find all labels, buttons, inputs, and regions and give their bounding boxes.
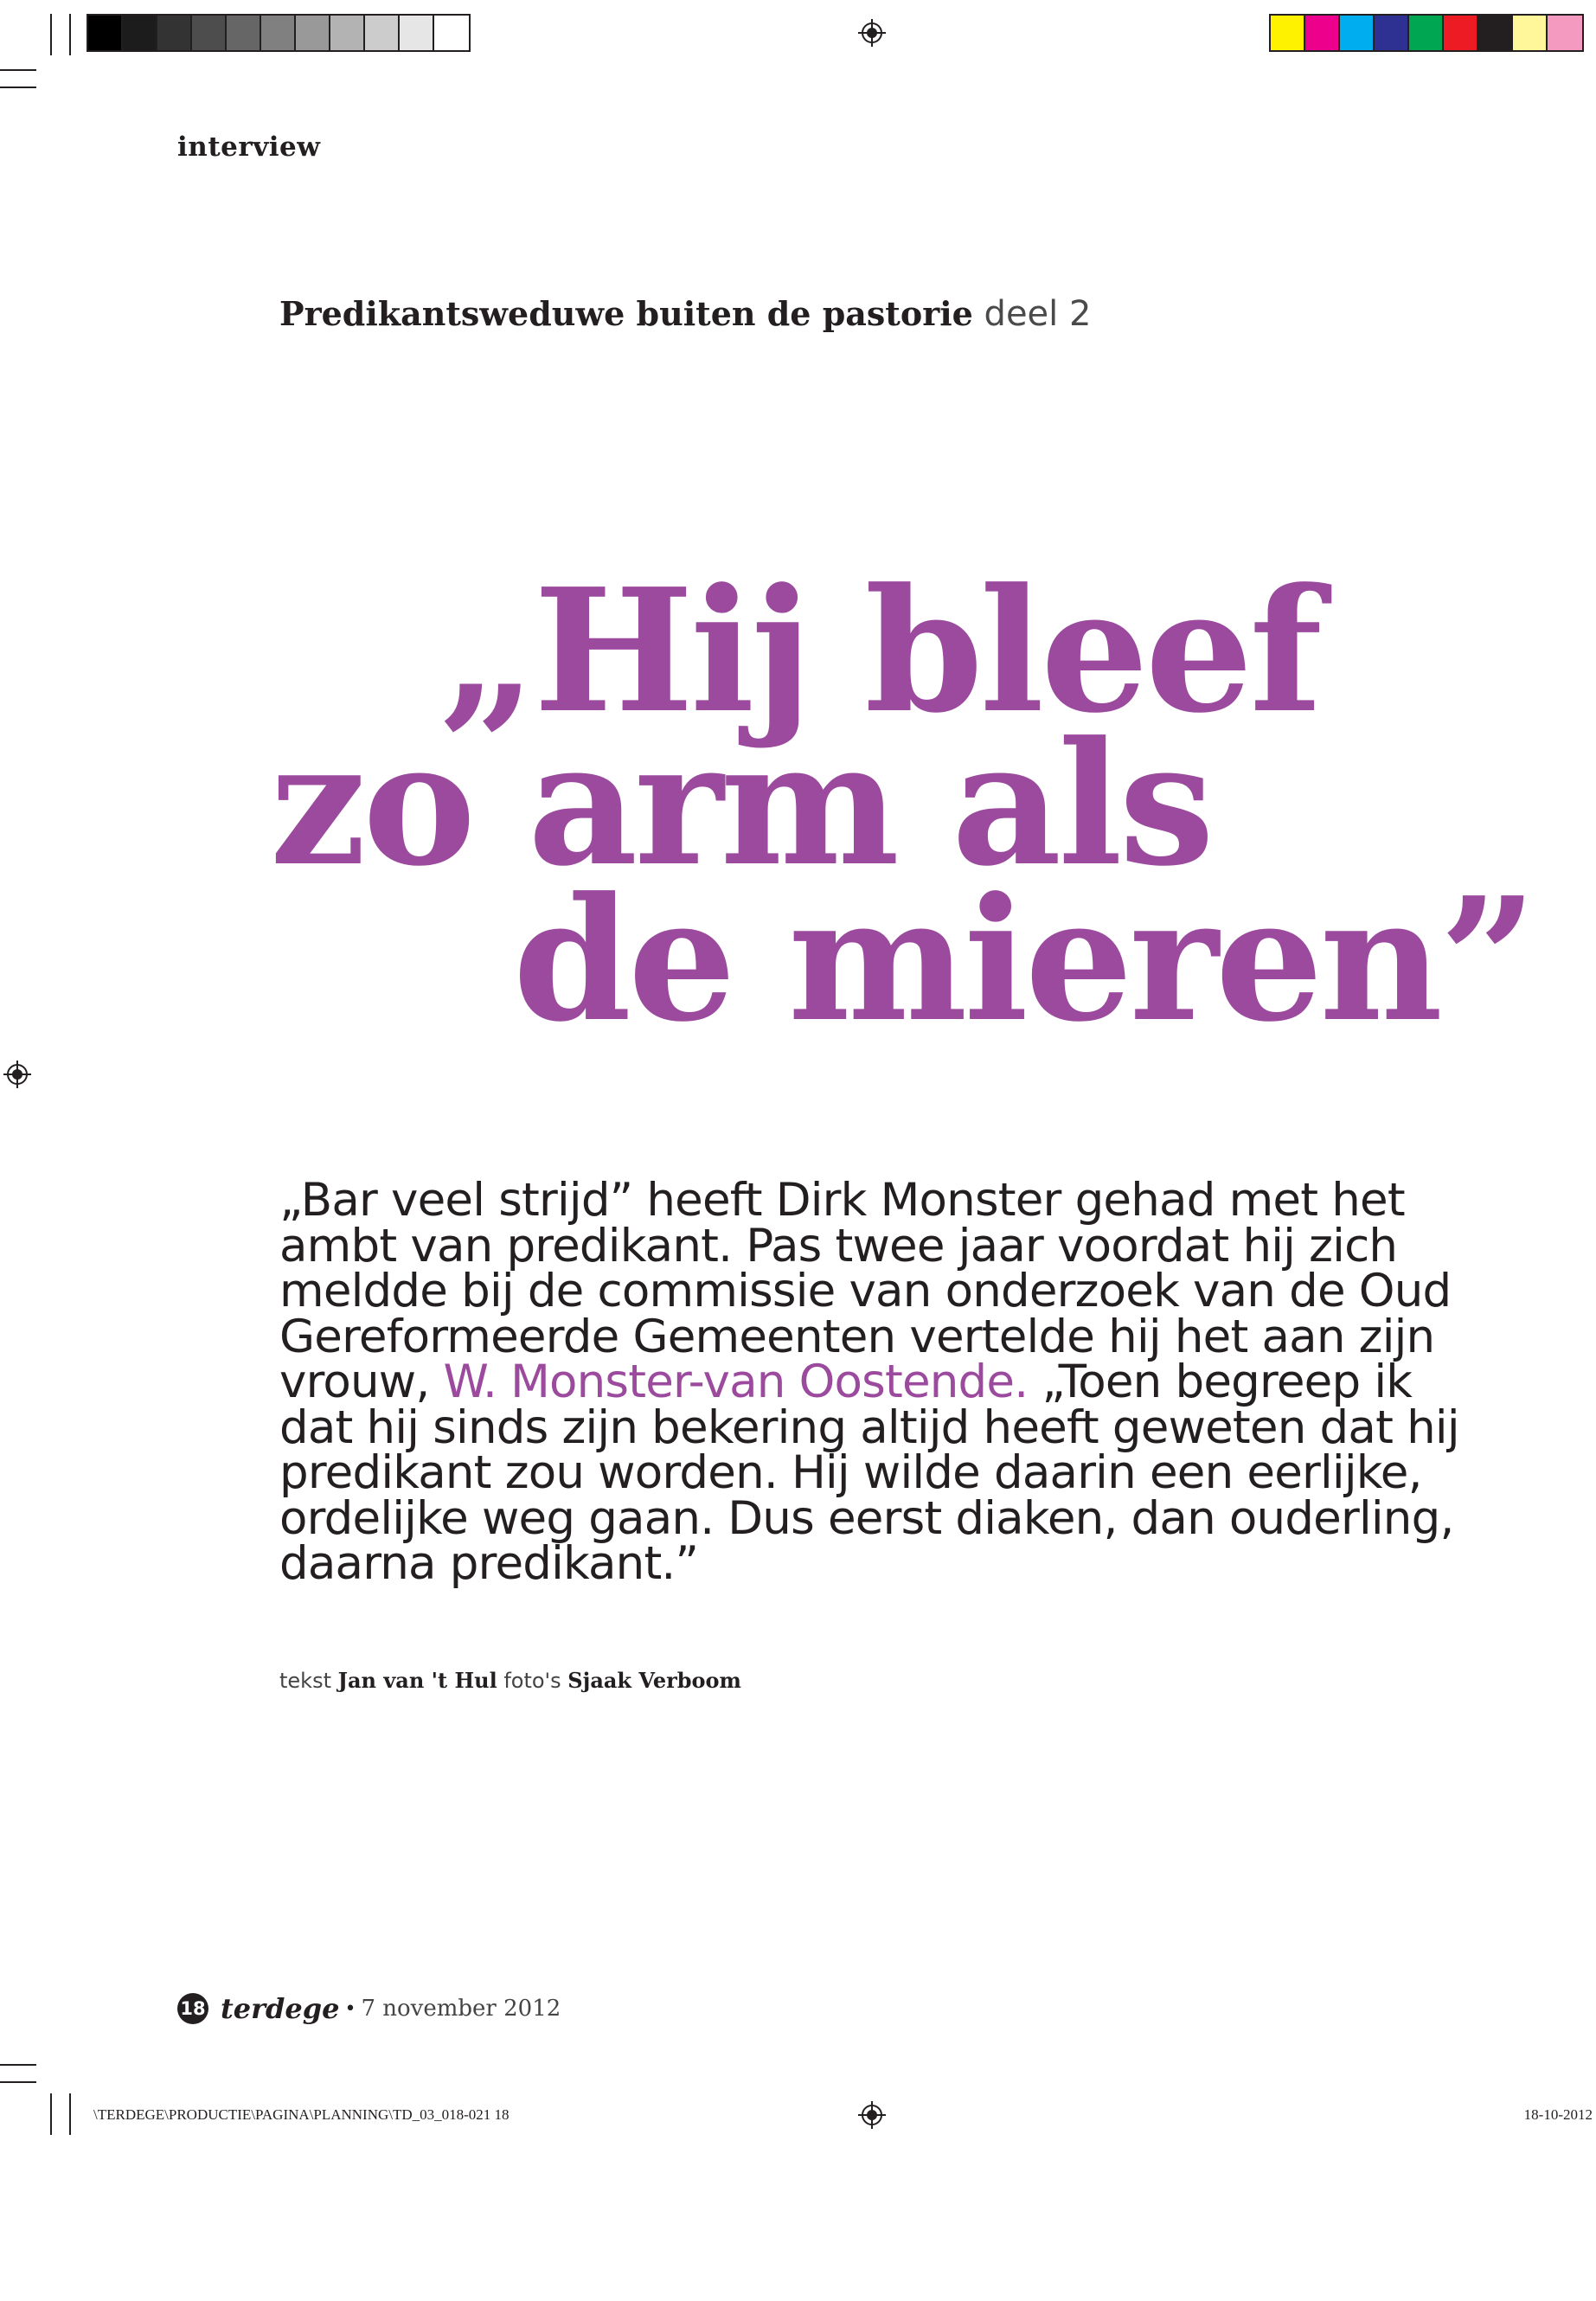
section-label: interview <box>177 131 321 163</box>
crop-mark <box>0 2081 36 2083</box>
gray-swatch <box>227 16 261 50</box>
crop-mark <box>50 14 52 55</box>
registration-mark-icon <box>858 2101 886 2129</box>
color-swatch <box>1548 16 1582 50</box>
intro-name-highlight: W. Monster-van Oostende. <box>443 1356 1029 1408</box>
color-swatch <box>1305 16 1340 50</box>
headline-line-2: zo arm als <box>270 705 1211 904</box>
intro-paragraph <box>279 1174 1473 1590</box>
series-title <box>279 294 1091 334</box>
intro-text-2: „Toen begreep ik dat hij sinds zijn bekering altijd heeft geweten dat hij predikant zou worden. Hij wilde daarin een eerlijke, ordelijke weg gaan. Dus eerst diaken, dan ouderling, daarna predikant.” <box>279 1356 1459 1590</box>
page-number: 18 <box>177 1993 208 2024</box>
crop-mark <box>69 2093 71 2135</box>
photo-credit-author: Sjaak Verboom <box>567 1668 741 1693</box>
crop-mark <box>50 2093 52 2135</box>
gray-swatch <box>434 16 469 50</box>
gray-swatch <box>365 16 400 50</box>
headline-line-1: „Hij bleef <box>439 552 1319 751</box>
color-swatch <box>1478 16 1513 50</box>
byline <box>279 1668 741 1693</box>
print-slug-path: \TERDEGE\PRODUCTIE\PAGINA\PLANNING\TD_03_018-021 18 <box>93 2106 510 2123</box>
color-swatch <box>1375 16 1409 50</box>
registration-mark-icon <box>3 1061 31 1088</box>
gray-swatch <box>261 16 296 50</box>
crop-mark <box>0 69 36 71</box>
gray-swatch <box>123 16 157 50</box>
gray-swatch <box>157 16 192 50</box>
print-slug-date: 18-10-2012 <box>1523 2106 1593 2123</box>
color-swatch <box>1513 16 1548 50</box>
text-credit-author: Jan van 't Hul <box>337 1668 497 1693</box>
gray-swatch <box>88 16 123 50</box>
crop-mark <box>69 14 71 55</box>
gray-swatch <box>192 16 227 50</box>
photo-credit-label: foto's <box>503 1669 561 1693</box>
color-swatch <box>1444 16 1478 50</box>
gray-swatch <box>400 16 434 50</box>
gray-swatch <box>296 16 330 50</box>
issue-date: 7 november 2012 <box>361 1996 561 2022</box>
footer-bullet: • <box>344 1997 356 2020</box>
registration-mark-icon <box>858 19 886 47</box>
headline-line-3: de mieren” <box>513 861 1534 1060</box>
gray-swatch <box>330 16 365 50</box>
text-credit-label: tekst <box>279 1669 331 1693</box>
color-swatch <box>1409 16 1444 50</box>
color-swatch <box>1271 16 1305 50</box>
magazine-logo: terdege <box>221 1992 340 2025</box>
crop-mark <box>0 87 36 88</box>
crop-mark <box>0 2064 36 2066</box>
color-calibration-bar <box>1269 14 1584 52</box>
series-name: Predikantsweduwe buiten de pastorie <box>279 294 973 333</box>
gray-calibration-bar <box>87 14 471 52</box>
color-swatch <box>1340 16 1375 50</box>
intro-text-1: „Bar veel strijd” heeft Dirk Monster gehad met het ambt van predikant. Pas twee jaar voordat hij zich meldde bij de commissie van onderzoek van de Oud Gereformeerde Gemeenten vertelde hij het aan zijn vrouw, <box>279 1174 1452 1408</box>
page-footer <box>177 1992 561 2025</box>
series-part: deel 2 <box>984 294 1092 334</box>
